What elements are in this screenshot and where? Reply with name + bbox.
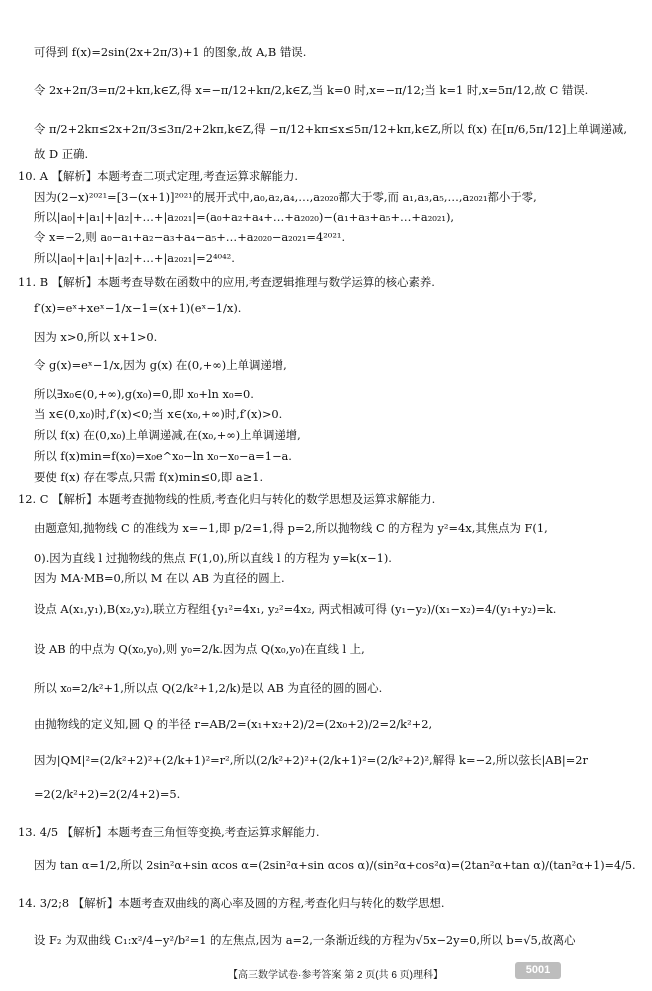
text-line: 0).因为直线 l 过抛物线的焦点 F(1,0),所以直线 l 的方程为 y=k(x−1). bbox=[34, 551, 392, 565]
text-line: 由题意知,抛物线 C 的准线为 x=−1,即 p/2=1,得 p=2,所以抛物线 C 的方程为 y²=4x,其焦点为 F(1, bbox=[34, 521, 548, 535]
question-header-12: 12. C 【解析】本题考查抛物线的性质,考查化归与转化的数学思想及运算求解能力. bbox=[18, 492, 436, 506]
page-stamp: 5001 bbox=[515, 962, 561, 979]
text-line: 所以|a₀|+|a₁|+|a₂|+…+|a₂₀₂₁|=2⁴⁰⁴². bbox=[34, 251, 235, 265]
text-line: 当 x∈(0,x₀)时,f′(x)<0;当 x∈(x₀,+∞)时,f′(x)>0. bbox=[34, 407, 283, 421]
text-line: 由抛物线的定义知,圆 Q 的半径 r=AB/2=(x₁+x₂+2)/2=(2x₀+2)/2=2/k²+2, bbox=[34, 717, 433, 731]
text-line: 设 AB 的中点为 Q(x₀,y₀),则 y₀=2/k.因为点 Q(x₀,y₀)在直线 l 上, bbox=[34, 642, 365, 656]
text-line: 所以 f(x) 在(0,x₀)上单调递减,在(x₀,+∞)上单调递增, bbox=[34, 428, 301, 442]
footer-text: 【高三数学试卷·参考答案 第 2 页(共 6 页)理科】 bbox=[228, 970, 444, 981]
text-line: 所以∃x₀∈(0,+∞),g(x₀)=0,即 x₀+ln x₀=0. bbox=[34, 387, 254, 401]
text-line: =2(2/k²+2)=2(2/4+2)=5. bbox=[34, 787, 181, 801]
question-header-10: 10. A 【解析】本题考查二项式定理,考查运算求解能力. bbox=[18, 169, 299, 183]
text-line: f′(x)=eˣ+xeˣ−1/x−1=(x+1)(eˣ−1/x). bbox=[34, 301, 242, 315]
question-header-13: 13. 4/5 【解析】本题考查三角恒等变换,考查运算求解能力. bbox=[18, 825, 320, 839]
text-line: 因为 MA·MB=0,所以 M 在以 AB 为直径的圆上. bbox=[34, 571, 285, 585]
question-header-11: 11. B 【解析】本题考查导数在函数中的应用,考查逻辑推理与数学运算的核心素养. bbox=[18, 275, 435, 289]
text-line: 可得到 f(x)=2sin(2x+2π/3)+1 的图象,故 A,B 错误. bbox=[34, 45, 307, 59]
text-line: 设点 A(x₁,y₁),B(x₂,y₂),联立方程组{y₁²=4x₁, y₂²=4x₂, 两式相减可得 (y₁−y₂)/(x₁−x₂)=4/(y₁+y₂)=k. bbox=[34, 602, 557, 616]
text-line: 因为 x>0,所以 x+1>0. bbox=[34, 330, 158, 344]
text-line: 因为 tan α=1/2,所以 2sin²α+sin αcos α=(2sin²α+sin αcos α)/(sin²α+cos²α)=(2tan²α+tan α)/(tan²α+1)=4/5. bbox=[34, 859, 636, 872]
text-line: 因为|QM|²=(2/k²+2)²+(2/k+1)²=r²,所以(2/k²+2)²+(2/k+1)²=(2/k²+2)²,解得 k=−2,所以弦长|AB|=2r bbox=[34, 753, 588, 767]
text-line: 令 π/2+2kπ≤2x+2π/3≤3π/2+2kπ,k∈Z,得 −π/12+kπ≤x≤5π/12+kπ,k∈Z,所以 f(x) 在[π/6,5π/12]上单调递减, bbox=[34, 122, 627, 136]
text-line: 令 x=−2,则 a₀−a₁+a₂−a₃+a₄−a₅+…+a₂₀₂₀−a₂₀₂₁=4²⁰²¹. bbox=[34, 230, 346, 244]
text-line: 因为(2−x)²⁰²¹=[3−(x+1)]²⁰²¹的展开式中,a₀,a₂,a₄,…,a₂₀₂₀都大于零,而 a₁,a₃,a₅,…,a₂₀₂₁都小于零, bbox=[34, 190, 537, 204]
text-line: 所以 f(x)min=f(x₀)=x₀e^x₀−ln x₀−x₀−a=1−a. bbox=[34, 449, 292, 463]
text-line: 故 D 正确. bbox=[34, 147, 89, 161]
text-line: 令 g(x)=eˣ−1/x,因为 g(x) 在(0,+∞)上单调递增, bbox=[34, 358, 287, 372]
text-line: 要使 f(x) 存在零点,只需 f(x)min≤0,即 a≥1. bbox=[34, 470, 264, 484]
text-line: 所以 x₀=2/k²+1,所以点 Q(2/k²+1,2/k)是以 AB 为直径的圆的圆心. bbox=[34, 681, 383, 695]
text-line: 设 F₂ 为双曲线 C₁:x²/4−y²/b²=1 的左焦点,因为 a=2,一条渐近线的方程为√5x−2y=0,所以 b=√5,故离心 bbox=[34, 933, 576, 947]
question-header-14: 14. 3/2;8 【解析】本题考查双曲线的离心率及圆的方程,考查化归与转化的数学思想. bbox=[18, 896, 445, 910]
text-line: 所以|a₀|+|a₁|+|a₂|+…+|a₂₀₂₁|=(a₀+a₂+a₄+…+a₂₀₂₀)−(a₁+a₃+a₅+…+a₂₀₂₁), bbox=[34, 210, 455, 224]
text-line: 令 2x+2π/3=π/2+kπ,k∈Z,得 x=−π/12+kπ/2,k∈Z,当 k=0 时,x=−π/12;当 k=1 时,x=5π/12,故 C 错误. bbox=[34, 83, 589, 97]
